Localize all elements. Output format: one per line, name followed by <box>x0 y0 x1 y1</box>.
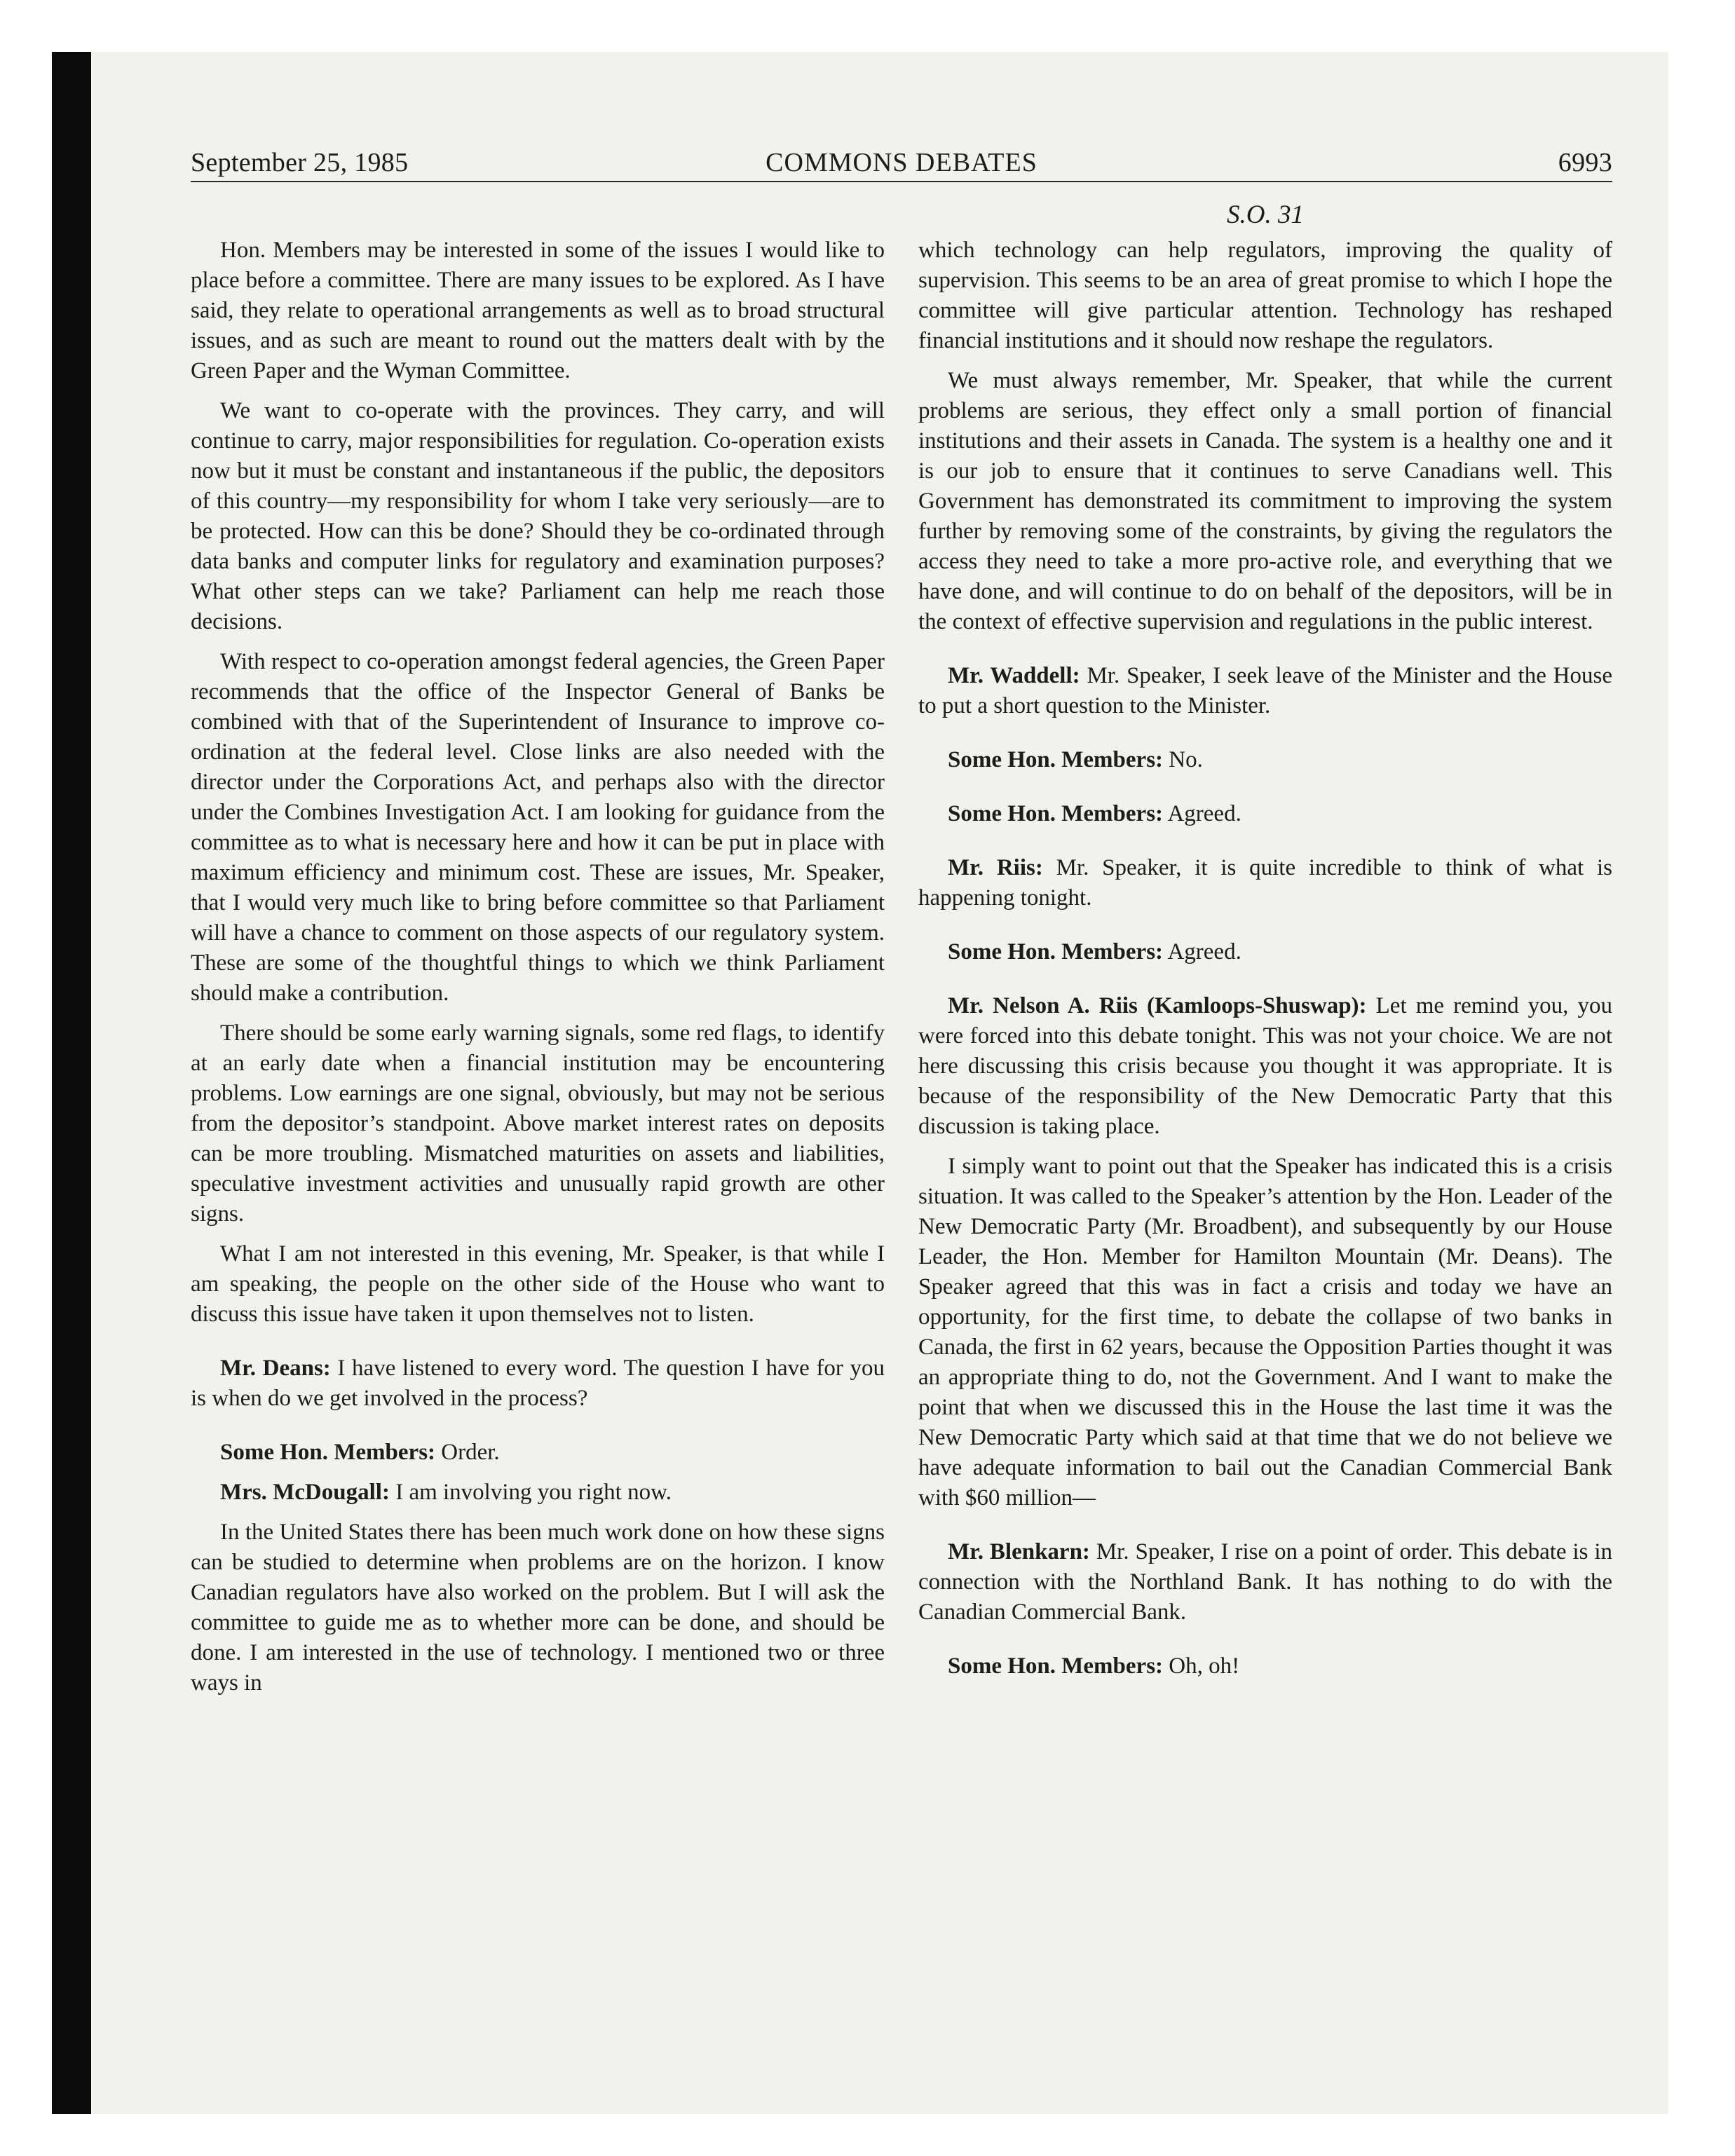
header-rule <box>191 181 1612 182</box>
speech-text: I am involving you right now. <box>389 1480 672 1505</box>
speaker-name: Some Hon. Members: <box>948 747 1164 772</box>
speaker-name: Mr. Nelson A. Riis (Kamloops-Shuswap): <box>948 993 1367 1018</box>
speech-paragraph <box>918 853 1612 913</box>
speech-paragraph <box>191 1353 885 1414</box>
body-paragraph: Hon. Members may be interested in some of the issues I would like to place before a committee. There are many issues to be explored. As I have said, they relate to operational arrangements as well as to broad structural issues, and as such are meant to round out the matters dealt with by the Green Paper and the Wyman Committee. <box>191 238 885 383</box>
running-header <box>191 144 1612 181</box>
speech-paragraph <box>918 937 1612 967</box>
speech-text: Mr. Speaker, I rise on a point of order. This debate is in connection with the Northland Bank. It has nothing to do with the Canadian Commercial Bank. <box>918 1539 1612 1625</box>
speech-text: Agreed. <box>1163 939 1241 964</box>
speech-paragraph <box>918 1537 1612 1628</box>
header-title: COMMONS DEBATES <box>766 148 1037 177</box>
speech-paragraph <box>918 799 1612 829</box>
body-paragraph: What I am not interested in this evening, Mr. Speaker, is that while I am speaking, the people on the other side of the House who want to discuss this issue have taken it upon themselves not to listen. <box>191 1241 885 1327</box>
speech-paragraph <box>918 745 1612 775</box>
speaker-name: Some Hon. Members: <box>220 1440 436 1465</box>
speaker-name: Mr. Waddell: <box>948 663 1080 688</box>
speech-text: Oh, oh! <box>1163 1653 1240 1679</box>
page-number: 6993 <box>1558 148 1612 177</box>
right-column <box>918 236 1612 1691</box>
body-paragraph: I simply want to point out that the Speaker has indicated this is a crisis situation. It was called to the Speaker’s attention by the Hon. Leader of the New Democratic Party (Mr. Broadbent), and subsequently by our House Leader, the Hon. Member for Hamilton Mountain (Mr. Deans). The Speaker agreed that this was in fact a crisis and today we have an opportunity, for the first time, to debate the collapse of two banks in Canada, the first in 62 years, because the Opposition Parties thought it was an appropriate thing to do, not the Government. And I want to make the point that when we discussed this in the House the last time it was the New Democratic Party which said at that time that we do not believe we have adequate information to bail out the Canadian Commercial Bank with $60 million— <box>918 1154 1612 1510</box>
speech-text: Mr. Speaker, it is quite incredible to think of what is happening tonight. <box>918 855 1613 910</box>
body-paragraph: We want to co-operate with the provinces. They carry, and will continue to carry, major responsibilities for regulation. Co-operation exists now but it must be constant and instantaneous if the public, the depositors of this country—my responsibility for whom I take very seriously—are to be protected. How can this be done? Should they be co-ordinated through data banks and computer links for regulatory and examination purposes? What other steps can we take? Parliament can help me reach those decisions. <box>191 398 885 634</box>
body-paragraph: There should be some early warning signals, some red flags, to identify at an early date when a financial institution may be encountering problems. Low earnings are one signal, obviously, but may not be serious from the depositor’s standpoint. Above market interest rates on deposits can be more troubling. Mismatched maturities on assets and liabilities, speculative investment activities and unusually rapid growth are other signs. <box>191 1021 885 1227</box>
header-date: September 25, 1985 <box>191 148 409 177</box>
body-paragraph: which technology can help regulators, improving the quality of supervision. This seems to be an area of great promise to which I hope the committee will give particular attention. Technology has reshaped financial institutions and it should now reshape the regulators. <box>918 238 1612 353</box>
body-paragraph: We must always remember, Mr. Speaker, that while the current problems are serious, they effect only a small portion of financial institutions and their assets in Canada. The system is a healthy one and it is our job to ensure that it continues to serve Canadians well. This Government has demonstrated its commitment to improving the system further by removing some of the constraints, by giving the regulators the access they need to take a more pro-active role, and everything that we have done, and will continue to do on behalf of the depositors, will be in the context of effective supervision and regulations in the public interest. <box>918 368 1612 634</box>
speech-paragraph <box>191 1478 885 1508</box>
scan-edge-shadow <box>52 52 91 2114</box>
speech-paragraph <box>918 661 1612 721</box>
body-paragraph: In the United States there has been much work done on how these signs can be studied to determine when problems are on the horizon. I know Canadian regulators have also worked on the problem. But I will ask the committee to guide me as to whether more can be done, and should be done. I am interested in the use of technology. I mentioned two or three ways in <box>191 1520 885 1696</box>
speech-paragraph <box>918 1651 1612 1681</box>
speaker-name: Mrs. McDougall: <box>220 1480 390 1505</box>
speaker-name: Some Hon. Members: <box>948 939 1164 964</box>
speech-paragraph <box>191 1438 885 1468</box>
body-paragraph: With respect to co-operation amongst federal agencies, the Green Paper recommends that the office of the Inspector General of Banks be combined with that of the Superintendent of Insurance to improve co-ordination at the federal level. Close links are also needed with the director under the Corporations Act, and perhaps also with the director under the Combines Investigation Act. I am looking for guidance from the committee as to what is necessary here and how it can be put in place with maximum efficiency and minimum cost. These are issues, Mr. Speaker, that I would very much like to bring before committee so that Parliament will have a chance to comment on those aspects of our regulatory system. These are some of the thoughtful things to which we think Parliament should make a contribution. <box>191 649 885 1006</box>
speech-text: I have listened to every word. The question I have for you is when do we get involved in the process? <box>191 1356 885 1411</box>
speech-paragraph <box>918 991 1612 1142</box>
speaker-name: Some Hon. Members: <box>948 1653 1164 1679</box>
speaker-name: Mr. Riis: <box>948 855 1043 880</box>
speech-text: Mr. Speaker, I seek leave of the Minister and the House to put a short question to the Minister. <box>918 663 1612 718</box>
speaker-name: Mr. Blenkarn: <box>948 1539 1090 1564</box>
speech-text: Agreed. <box>1163 801 1241 826</box>
speech-text: Let me remind you, you were forced into this debate tonight. This was not your choice. We are not here discussing this crisis because you thought it was appropriate. It is because of the responsibility of the New Democratic Party that this discussion is taking place. <box>918 993 1612 1139</box>
speaker-name: Mr. Deans: <box>220 1356 331 1381</box>
speech-text: No. <box>1163 747 1203 772</box>
left-column <box>191 236 885 1708</box>
speaker-name: Some Hon. Members: <box>948 801 1164 826</box>
speech-text: Order. <box>435 1440 500 1465</box>
section-label: S.O. 31 <box>1227 200 1304 229</box>
